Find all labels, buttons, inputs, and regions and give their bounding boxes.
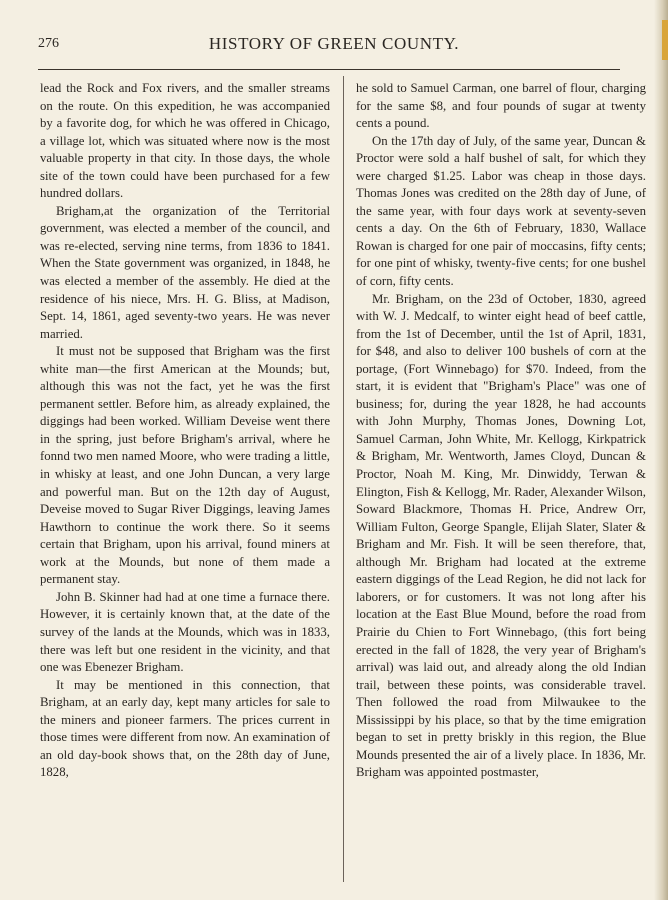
- page-number: 276: [38, 36, 59, 51]
- paragraph: Brigham,at the organization of the Territorial government, was elected a member of the council, and was re-elected, serving nine terms, from 1836 to 1841. When the State government was organized, in 1848, he was elected a member of the assembly. He died at the residence of his niece, Mrs. H. G. Bliss, at Madison, Sept. 14, 1861, aged seventy-two years. He was never married.: [40, 203, 330, 341]
- left-column: [40, 80, 330, 782]
- paragraph: he sold to Samuel Carman, one barrel of flour, charging for the same $8, and four pounds of sugar at twenty cents a pound.: [356, 81, 646, 131]
- paragraph: lead the Rock and Fox rivers, and the smaller streams on the route. On this expedition, he was accompanied by a favorite dog, for which he was offered in Chicago, a village lot, which was situated where now is the most valuable property in that city. In those days, the whole site of the town could have been purchased for a few hundred dollars.: [40, 81, 330, 201]
- paragraph: John B. Skinner had had at one time a furnace there. However, it is certainly known that, at the date of the survey of the lands at the Mounds, which was in 1833, there was left but one resident in the vicinity, and that one was Ebenezer Brigham.: [40, 589, 330, 675]
- right-column: [356, 80, 646, 782]
- paragraph: It may be mentioned in this connection, that Brigham, at an early day, kept many articles for sale to the miners and pioneer farmers. The prices current in those times were different from now. An examination of an old day-book shows that, on the 28th day of June, 1828,: [40, 677, 330, 780]
- gold-page-marker: [662, 20, 668, 60]
- paragraph: It must not be supposed that Brigham was the first white man—the first American at the Mounds; but, although this was not the fact, yet he was the first permanent settler. Before him, as already explained, the diggings had been worked. William Deveise went there in the spring, just before Brigham's arrival, where he fonnd two men named Moore, who were trading a little, in whisky at least, and one John Duncan, a very large and powerful man. But on the 12th day of August, Deveise moved to Sugar River Diggings, leaving James Hawthorn to continue the work there. So it seems certain that Brigham, upon his arrival, found miners at work at the Mounds, but none of them made a permanent stay.: [40, 344, 330, 587]
- column-divider: [343, 76, 344, 882]
- page-header: [38, 34, 630, 60]
- running-head: HISTORY OF GREEN COUNTY.: [208, 34, 460, 53]
- page-edge-shadow: [654, 0, 668, 900]
- paragraph: Mr. Brigham, on the 23d of October, 1830, agreed with W. J. Medcalf, to winter eight head of beef cattle, from the 1st of December, until the 1st of April, 1831, for $48, and also to deliver 100 bushels of corn at the portage, (Fort Winnebago) for $70. Indeed, from the start, it is evident that "Brigham's Place" was one of business; for, during the year 1828, he had accounts with John Murphy, Thomas Jones, Downing Lot, Samuel Carman, John White, Mr. Kellogg, Kirkpatrick & Brigham, Mr. Wentworth, James Cloyd, Duncan & Proctor, Noah M. King, Mr. Dinwiddy, Terwan & Elington, Fish & Kellogg, Mr. Rader, Alexander Wilson, Soward Blackmore, Thomas H. Price, Andrew Orr, William Fulton, George Spangle, Elijah Slater, Slater & Brigham and Mr. Fish. It will be seen therefore, that, although Mr. Brigham had located at the extreme eastern diggings of the Lead Region, he did not lack for laborers, or for customers. It was not long after his location at the East Blue Mound, before the road from Prairie du Chien to Fort Winnebago, (this fort being erected in the fall of 1828, the very year of Brigham's arrival) was laid out, and already along the old Indian trail, between these points, was considerable travel. Then followed the road from Milwaukee to the Mississippi by his place, so that by the time emigration began to set in pretty briskly in this region, the Blue Mounds presented the air of a lively place. In 1836, Mr. Brigham was appointed postmaster,: [356, 291, 646, 780]
- paragraph: On the 17th day of July, of the same year, Duncan & Proctor were sold a half bushel of salt, for which they were charged $1.25. Labor was cheap in those days. Thomas Jones was credited on the 28th day of June, of the same year, with four days work at seventy-seven cents a day. On the 6th of February, 1830, Wallace Rowan is charged for one pair of moccasins, fifty cents; for one pint of whisky, twenty-five cents; for one bushel of corn, fifty cents.: [356, 133, 646, 289]
- header-rule: [38, 69, 620, 70]
